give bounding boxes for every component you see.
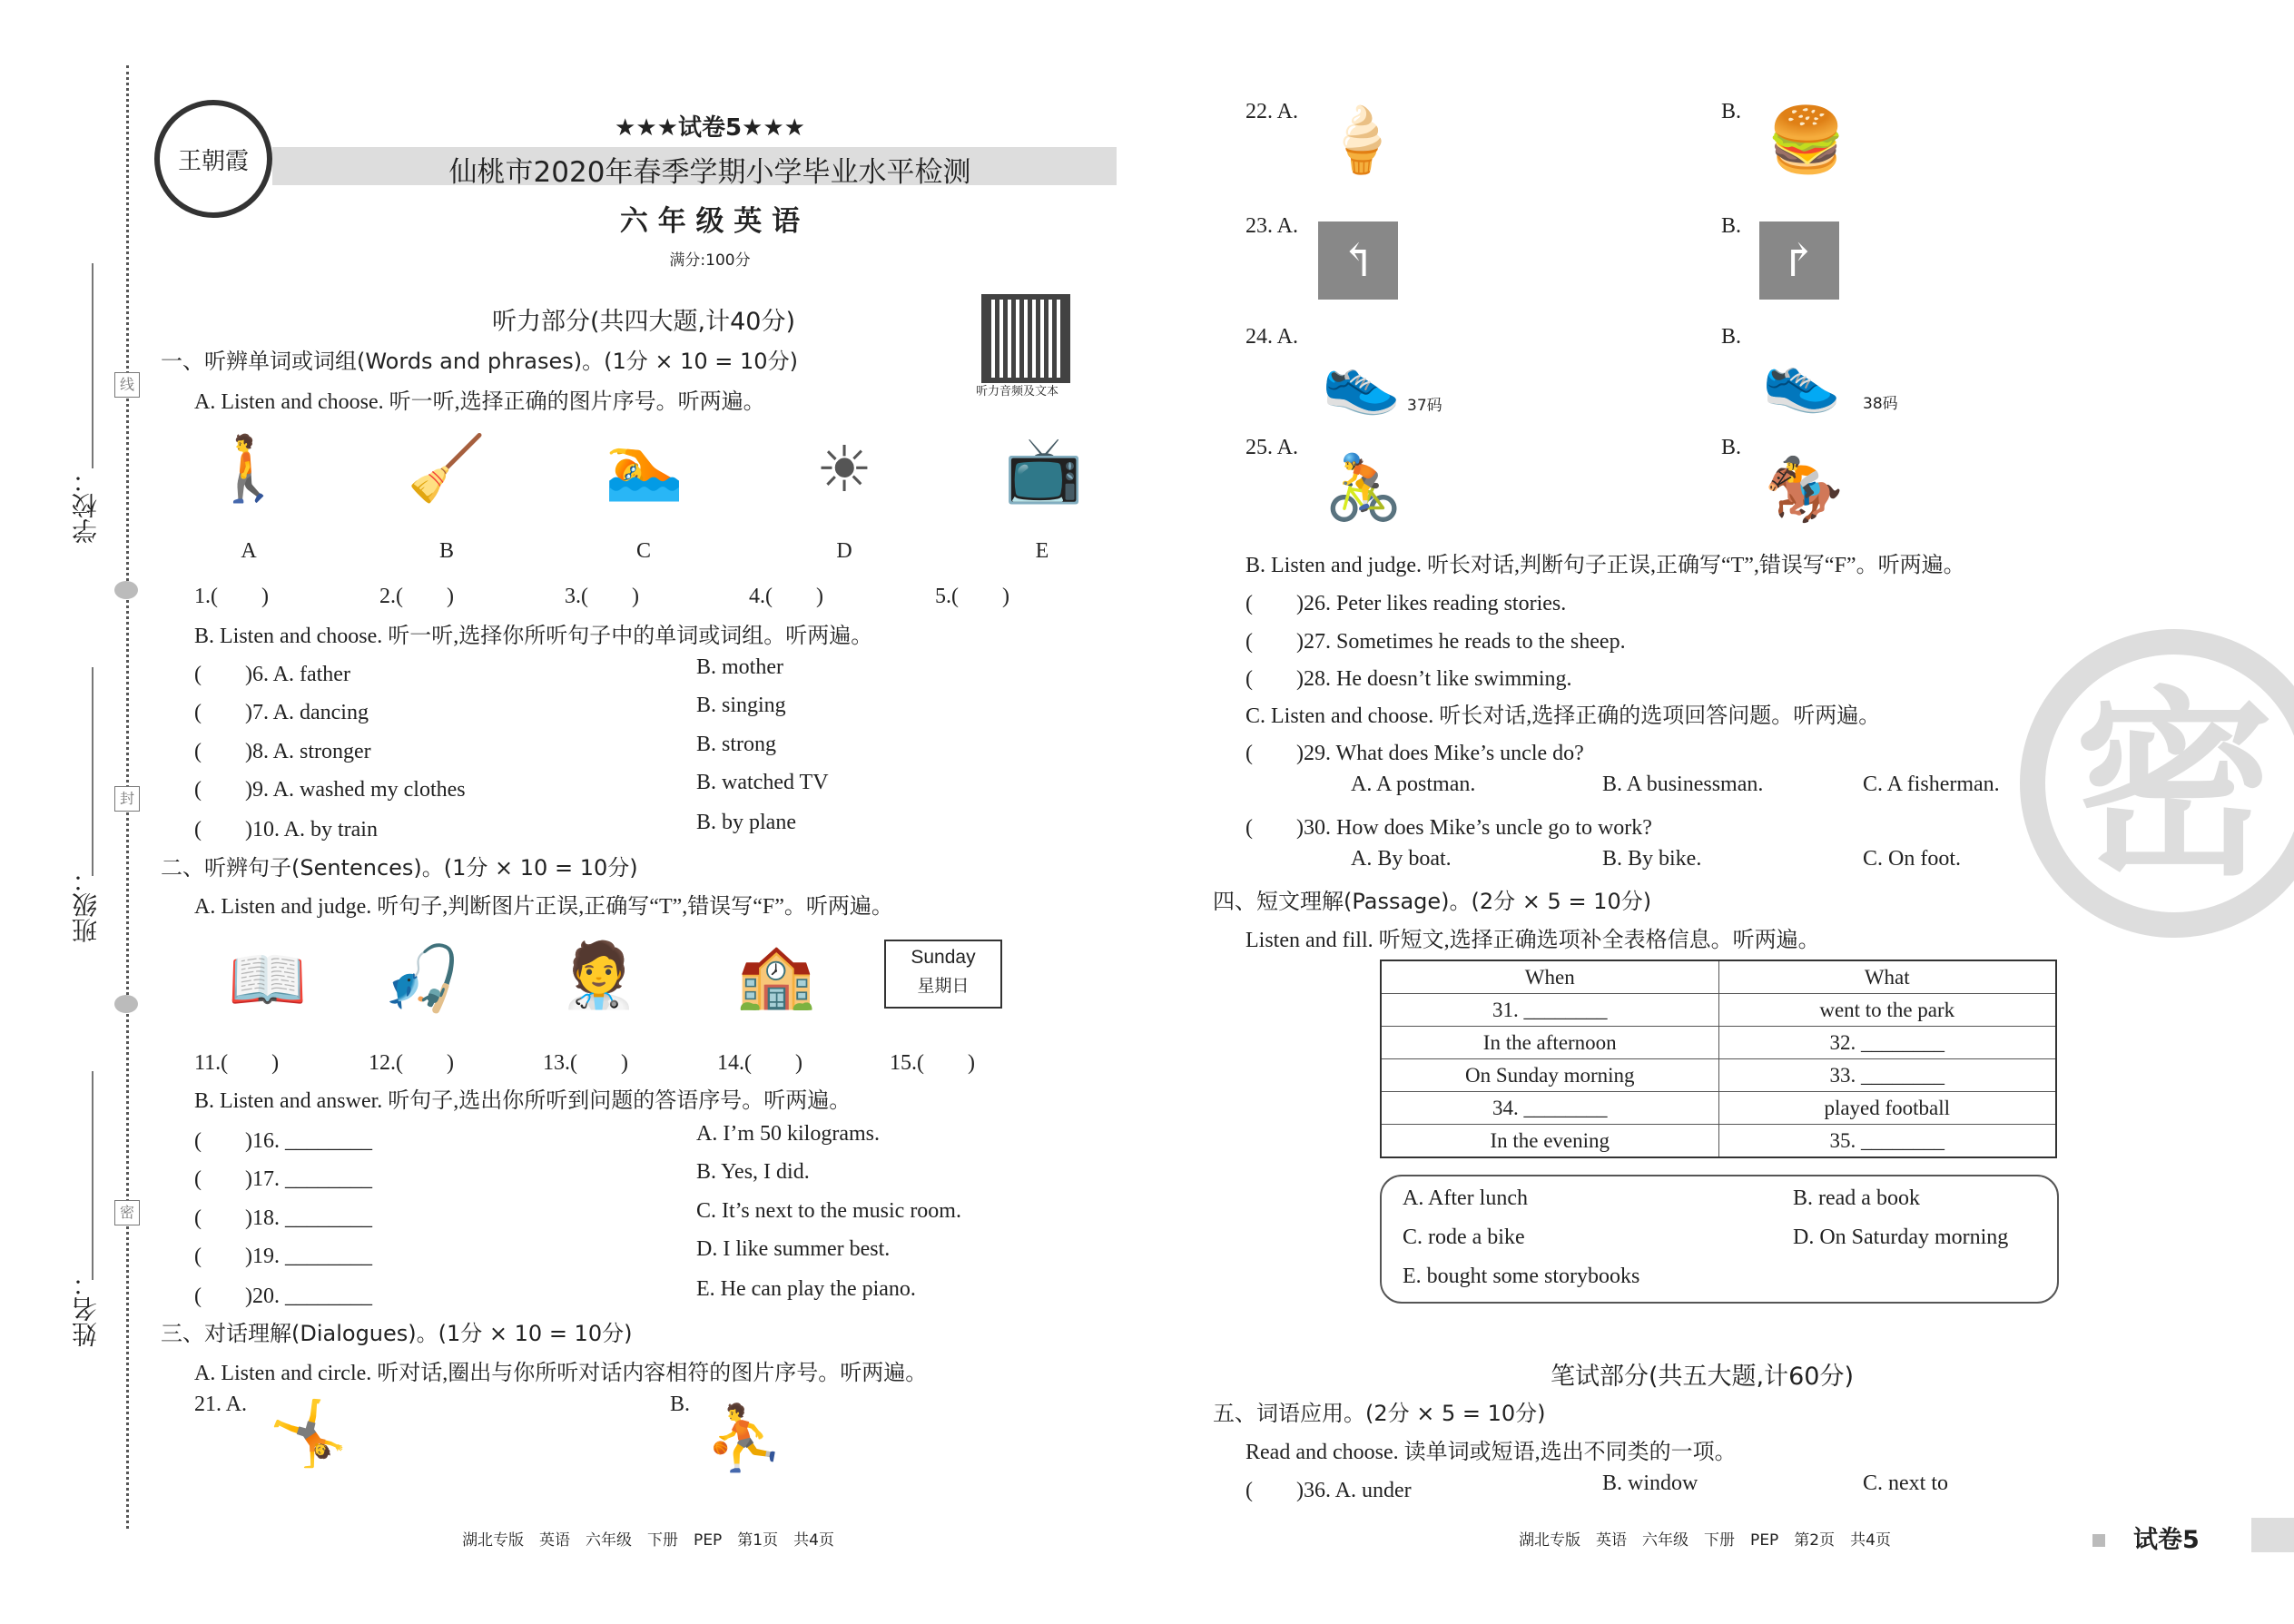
s3-c-instr: C. Listen and choose. 听长对话,选择正确的选项回答问题。听两遍。 (1245, 704, 1881, 728)
s3-title: 三、对话理解(Dialogues)。(1分 × 10 = 10分) (161, 1321, 633, 1346)
s2-b-instr: B. Listen and answer. 听句子,选出你所听到问题的答语序号。听两遍。 (194, 1089, 852, 1113)
s3-b-instr: B. Listen and judge. 听长对话,判断句子正误,正确写“T”,错误写“F”。听两遍。 (1245, 554, 1965, 577)
answer-blank-5[interactable]: 5.( ) (935, 585, 1009, 608)
option-c: C. rode a bike (1403, 1225, 1525, 1249)
boy-fishing-image: 🎣 (382, 945, 462, 1015)
corner-paper-tag: 试卷5 (2133, 1526, 2200, 1554)
answer-blank-12[interactable]: 12.( ) (369, 1051, 454, 1075)
shoe-size-b: 38码 (1863, 395, 1898, 413)
s2-a-instr: A. Listen and judge. 听句子,判断图片正误,正确写“T”,错误写“F”。听两遍。 (194, 895, 893, 919)
option-30a: A. By boat. (1351, 847, 1452, 871)
publisher-logo (154, 100, 272, 218)
answer-blank-15[interactable]: 15.( ) (890, 1051, 975, 1075)
question-16[interactable]: ( )16. ________ (194, 1129, 372, 1153)
footer-page-1: 湖北专版 英语 六年级 下册 PEP 第1页 共4页 (462, 1531, 834, 1550)
question-8[interactable]: ( )8. A. stronger (194, 740, 371, 763)
question-26[interactable]: ( )26. Peter likes reading stories. (1245, 592, 1567, 615)
seal-mark-xian: 线 (114, 372, 140, 398)
question-30[interactable]: ( )30. How does Mike’s uncle go to work? (1245, 816, 1652, 840)
doctor-image: 🧑‍⚕️ (559, 941, 639, 1011)
question-10[interactable]: ( )10. A. by train (194, 818, 378, 842)
class-label: 班级： (73, 867, 101, 943)
pic-label-b: B (438, 539, 454, 563)
shoes-image-b[interactable]: 👟 (1762, 344, 1842, 415)
option-9b: B. watched TV (696, 771, 829, 794)
name-label: 姓名： (73, 1271, 101, 1347)
name-underline (92, 1071, 94, 1280)
answer-blank-3[interactable]: 3.( ) (565, 585, 639, 608)
writing-section-title: 笔试部分(共五大题,计60分) (1550, 1363, 1854, 1391)
table-header (1381, 960, 2056, 994)
question-9[interactable]: ( )9. A. washed my clothes (194, 778, 466, 802)
question-21-b: B. (670, 1393, 691, 1416)
option-36b: B. window (1602, 1471, 1698, 1495)
question-20[interactable]: ( )20. ________ (194, 1284, 372, 1308)
footer-page-2: 湖北专版 英语 六年级 下册 PEP 第2页 共4页 (1519, 1531, 1891, 1550)
table-row (1381, 1125, 2056, 1158)
question-36[interactable]: ( )36. A. under (1245, 1479, 1412, 1502)
option-b: B. read a book (1793, 1186, 1920, 1210)
cell: On Sunday morning (1381, 1059, 1718, 1092)
classroom-image: 🏫 (736, 941, 816, 1011)
s4-instr: Listen and fill. 听短文,选择正确选项补全表格信息。听两遍。 (1245, 929, 1820, 952)
class-underline (92, 667, 94, 876)
option-30c: C. On foot. (1863, 847, 1961, 871)
cell[interactable]: 35. ________ (1718, 1125, 2056, 1158)
shoe-size-a: 37码 (1407, 397, 1442, 415)
passage-table (1380, 960, 2057, 1158)
option-6b: B. mother (696, 655, 783, 679)
seal-mark-mi: 密 (114, 1200, 140, 1225)
answer-d: D. I like summer best. (696, 1237, 891, 1261)
option-29b: B. A businessman. (1602, 773, 1764, 796)
cell: In the evening (1381, 1125, 1718, 1158)
option-e: E. bought some storybooks (1403, 1265, 1640, 1288)
question-7[interactable]: ( )7. A. dancing (194, 701, 369, 724)
question-18[interactable]: ( )18. ________ (194, 1206, 372, 1230)
seal-mark-feng: 封 (114, 786, 140, 812)
pic-label-e: E (1035, 539, 1049, 563)
cell: played football (1718, 1092, 2056, 1125)
question-23-b: B. (1721, 214, 1742, 238)
boy-basketball-image[interactable]: ⛹ (704, 1404, 784, 1474)
pic-label-d: D (836, 539, 852, 563)
qr-caption: 听力音频及文本 (976, 385, 1059, 399)
table-row (1381, 994, 2056, 1027)
corner-tab (2251, 1518, 2294, 1552)
answer-a: A. I’m 50 kilograms. (696, 1122, 880, 1146)
table-row (1381, 1059, 2056, 1092)
cell: went to the park (1718, 994, 2056, 1027)
pic-label-a: A (241, 539, 257, 563)
question-25-a: 25. A. (1245, 436, 1299, 459)
header-what: What (1718, 960, 2056, 994)
turn-right-sign[interactable]: ↱ (1759, 221, 1839, 300)
cell[interactable]: 33. ________ (1718, 1059, 2056, 1092)
corner-decoration (2092, 1534, 2105, 1547)
table-row (1381, 1027, 2056, 1059)
cell[interactable]: 31. ________ (1381, 994, 1718, 1027)
s2-title: 二、听辨句子(Sentences)。(1分 × 10 = 10分) (161, 855, 638, 881)
sun-image: ☀ (815, 436, 873, 506)
ice-cream-image[interactable]: 🍦 (1322, 106, 1402, 176)
answer-blank-1[interactable]: 1.( ) (194, 585, 269, 608)
card-cn: 星期日 (917, 976, 970, 996)
option-30b: B. By bike. (1602, 847, 1702, 871)
answer-e: E. He can play the piano. (696, 1277, 916, 1301)
boy-kungfu-image[interactable]: 🤸 (269, 1400, 349, 1470)
question-19[interactable]: ( )19. ________ (194, 1245, 372, 1268)
question-21-a: 21. A. (194, 1393, 248, 1416)
option-10b: B. by plane (696, 811, 796, 834)
question-24-b: B. (1721, 325, 1742, 349)
cell: In the afternoon (1381, 1027, 1718, 1059)
boy-riding-horse-image[interactable]: 🏇 (1764, 456, 1845, 526)
table-row (1381, 1092, 2056, 1125)
option-29c: C. A fisherman. (1863, 773, 2000, 796)
confidential-watermark: 密 (2020, 629, 2294, 938)
cell[interactable]: 34. ________ (1381, 1092, 1718, 1125)
question-17[interactable]: ( )17. ________ (194, 1167, 372, 1191)
question-27[interactable]: ( )27. Sometimes he reads to the sheep. (1245, 630, 1626, 654)
boy-walking-image: 🚶 (209, 434, 289, 505)
boy-cleaning-image: 🧹 (407, 434, 487, 505)
scissors-icon (114, 581, 138, 599)
option-7b: B. singing (696, 694, 786, 717)
s1-a-instr: A. Listen and choose. 听一听,选择正确的图片序号。听两遍。 (194, 390, 765, 414)
pic-label-c: C (635, 539, 651, 563)
answer-c: C. It’s next to the music room. (696, 1199, 961, 1223)
question-24-a: 24. A. (1245, 325, 1299, 349)
shoes-image-a[interactable]: 👟 (1322, 347, 1402, 417)
logo-text: 王朝霞 (177, 147, 249, 175)
question-25-b: B. (1721, 436, 1742, 459)
answer-blank-11[interactable]: 11.( ) (194, 1051, 280, 1075)
qr-code[interactable] (987, 300, 1065, 378)
answer-b: B. Yes, I did. (696, 1160, 810, 1184)
s4-title: 四、短文理解(Passage)。(2分 × 5 = 10分) (1213, 889, 1652, 914)
s3-a-instr: A. Listen and circle. 听对话,圈出与你所听对话内容相符的图片序号。听两遍。 (194, 1362, 928, 1385)
book-image: 📖 (228, 946, 308, 1016)
s5-instr: Read and choose. 读单词或短语,选出不同类的一项。 (1245, 1441, 1737, 1464)
subject-title: 六 年 级 英 语 (619, 205, 801, 238)
paper-number: ★★★试卷5★★★ (615, 114, 805, 142)
option-29a: A. A postman. (1351, 773, 1476, 796)
question-22-b: B. (1721, 100, 1742, 123)
full-score: 满分:100分 (669, 251, 751, 270)
question-28[interactable]: ( )28. He doesn’t like swimming. (1245, 667, 1572, 691)
question-29[interactable]: ( )29. What does Mike’s uncle do? (1245, 742, 1584, 765)
swimming-image: 🏊 (605, 433, 684, 503)
option-36c: C. next to (1863, 1471, 1948, 1495)
option-a: A. After lunch (1403, 1186, 1528, 1210)
s1-title: 一、听辨单词或词组(Words and phrases)。(1分 × 10 = 10分) (161, 349, 798, 374)
school-label: 学校： (73, 468, 101, 544)
girl-watching-tv-image: 📺 (1004, 435, 1084, 506)
option-d: D. On Saturday morning (1793, 1225, 2009, 1249)
question-23-a: 23. A. (1245, 214, 1299, 238)
turn-left-sign[interactable]: ↰ (1318, 221, 1398, 300)
header-when: When (1381, 960, 1718, 994)
boy-cycling-image[interactable]: 🚴 (1324, 453, 1404, 524)
listening-section-title: 听力部分(共四大题,计40分) (491, 308, 795, 336)
exam-title: 仙桃市2020年春季学期小学毕业水平检测 (448, 156, 971, 189)
option-8b: B. strong (696, 733, 777, 756)
s5-title: 五、词语应用。(2分 × 5 = 10分) (1213, 1401, 1546, 1426)
answer-blank-2[interactable]: 2.( ) (379, 585, 454, 608)
cell[interactable]: 32. ________ (1718, 1027, 2056, 1059)
sunday-card (884, 940, 1002, 1009)
scissors-icon (114, 995, 138, 1013)
answer-blank-13[interactable]: 13.( ) (543, 1051, 628, 1075)
school-underline (92, 263, 94, 468)
card-en: Sunday (911, 947, 976, 968)
s1-b-instr: B. Listen and choose. 听一听,选择你所听句子中的单词或词组。听两遍。 (194, 625, 873, 648)
hamburger-image[interactable]: 🍔 (1767, 106, 1846, 176)
question-22-a: 22. A. (1245, 100, 1299, 123)
answer-blank-14[interactable]: 14.( ) (717, 1051, 802, 1075)
question-6[interactable]: ( )6. A. father (194, 663, 350, 686)
answer-blank-4[interactable]: 4.( ) (749, 585, 823, 608)
